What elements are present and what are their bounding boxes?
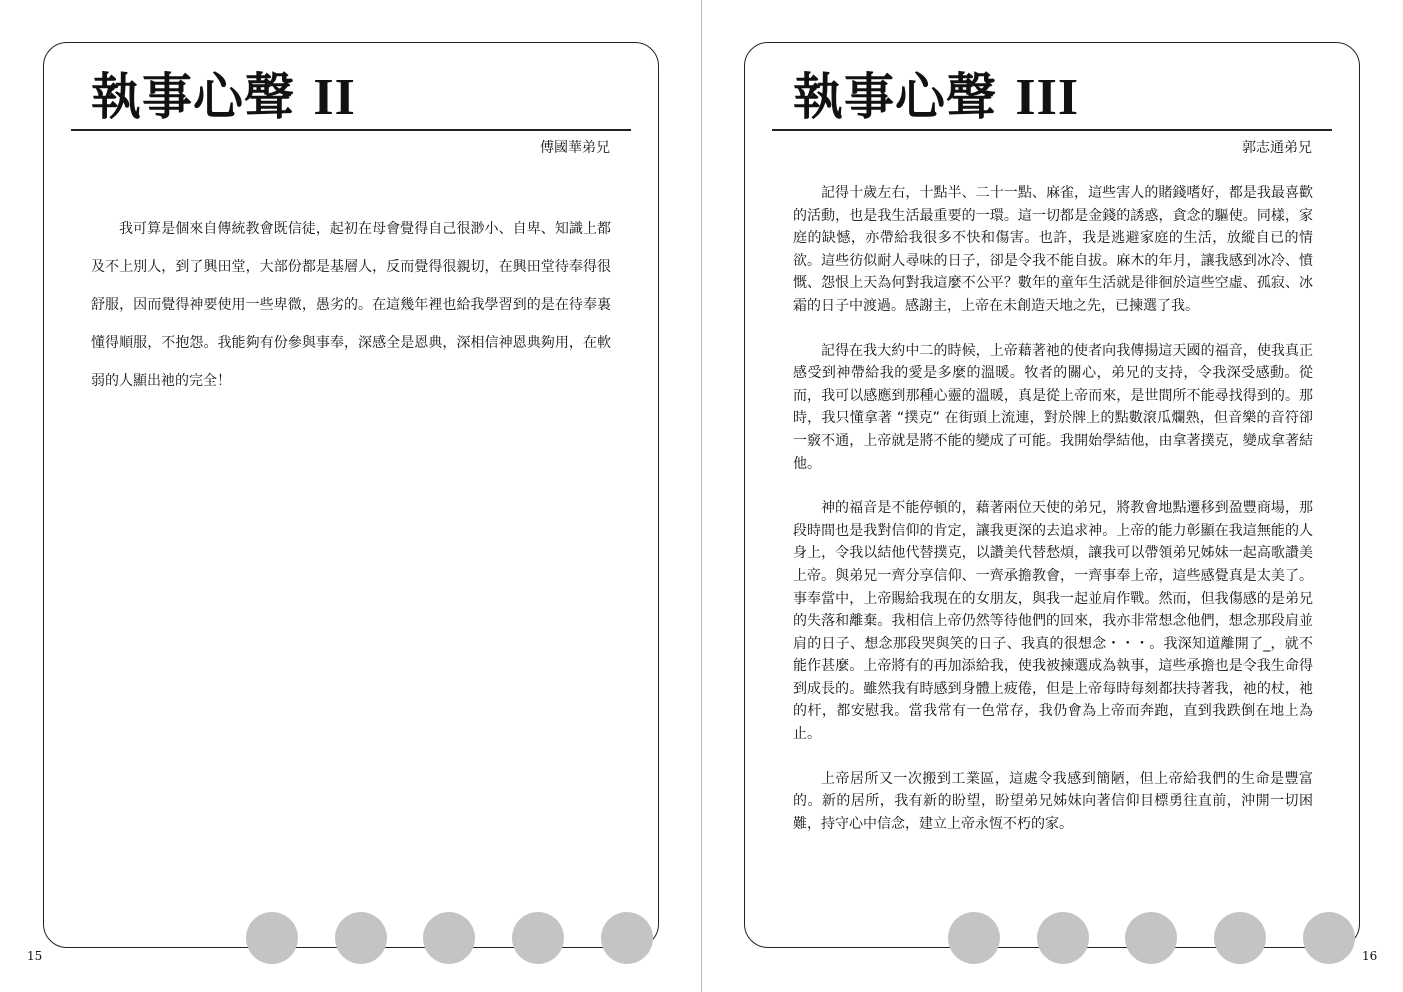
dot-4	[512, 912, 564, 964]
page-number: 15	[27, 949, 43, 963]
article-body	[793, 182, 1313, 857]
author-name: 郭志通弟兄	[1242, 140, 1312, 156]
page-frame	[43, 42, 659, 948]
decorative-dots	[948, 912, 1368, 965]
dot-4	[1214, 912, 1266, 964]
dot-2	[1037, 912, 1089, 964]
title-rule	[772, 129, 1332, 131]
paragraph: 我可算是個來自傳統教會既信徒，起初在母會覺得自己很渺小、自卑、知識上都及不上別人，到了興田堂，大部份都是基層人，反而覺得很親切，在興田堂待奉得很舒服，因而覺得神要使用一些卑微，愚劣的。在這幾年裡也給我學習到的是在待奉裏懂得順服，不抱怨。我能夠有份參與事奉，深感全是恩典，深相信神恩典夠用，在軟弱的人顯出祂的完全！	[91, 221, 611, 389]
decorative-dots	[246, 912, 666, 965]
dot-2	[335, 912, 387, 964]
page-title	[793, 66, 1079, 129]
article-body	[91, 210, 611, 400]
dot-1	[246, 912, 298, 964]
title-numeral: II	[313, 69, 356, 126]
right-page	[702, 0, 1403, 992]
paragraph-2: 記得在我大約中二的時候，上帝藉著祂的使者向我傳揚這天國的福音，使我真正感受到神帶給我的愛是多麼的溫暖。牧者的關心，弟兄的支持，令我深受感動。從而，我可以感應到那種心靈的溫暖，真是從上帝而來，是世間所不能尋找得到的。那時，我只懂拿著 “撲克” 在街頭上流連，對於牌上的點數滾瓜爛熟，但音樂的音符卻一竅不通，上帝就是將不能的變成了可能。我開始學結他，由拿著撲克，變成拿著結他。	[793, 342, 1313, 472]
page-title	[91, 66, 356, 129]
paragraph-3: 神的福音是不能停頓的，藉著兩位天使的弟兄，將教會地點遷移到盈豐商場，那段時間也是我對信仰的肯定，讓我更深的去追求神。上帝的能力彰顯在我這無能的人身上，令我以結他代替撲克，以讚美代替愁煩，讓我可以帶領弟兄姊妹一起高歌讚美上帝。與弟兄一齊分享信仰、一齊承擔教會，一齊事奉上帝，這些感覺真是太美了。事奉當中，上帝賜給我現在的女朋友，與我一起並肩作戰。然而，但我傷感的是弟兄的失落和離棄。我相信上帝仍然等待他們的回來，我亦非常想念他們，想念那段肩並肩的日子、想念那段哭與笑的日子、我真的很想念・・・。我深知道離開了_，就不能作甚麼。上帝將有的再加添給我，使我被揀選成為執事，這些承擔也是令我生命得到成長的。雖然我有時感到身體上疲倦，但是上帝每時每刻都扶持著我，祂的杖，祂的杆，都安慰我。當我常有一色常存，我仍會為上帝而奔跑，直到我跌倒在地上為止。	[793, 500, 1313, 743]
paragraph-4: 上帝居所又一次搬到工業區，這處令我感到簡陋，但上帝給我們的生命是豐富的。新的居所，我有新的盼望，盼望弟兄姊妹向著信仰目標勇往直前，沖開一切困難，持守心中信念，建立上帝永恆不朽的家。	[793, 770, 1313, 832]
title-text: 執事心聲	[793, 68, 997, 126]
dot-1	[948, 912, 1000, 964]
dot-5	[1303, 912, 1355, 964]
paragraph-1: 記得十歲左右，十點半、二十一點、麻雀，這些害人的賭錢嗜好，都是我最喜歡的活動，也是我生活最重要的一環。這一切都是金錢的誘惑，貪念的驅使。同樣，家庭的缺憾，亦帶給我很多不快和傷害。也許，我是逃避家庭的生活，放縱自已的情欲。這些彷似耐人尋味的日子，卻是令我不能自拔。麻木的年月，讓我感到冰冷、憤慨、怨恨上天為何對我這麼不公平？數年的童年生活就是徘徊於這些空虛、孤寂、冰霜的日子中渡過。感謝主，上帝在未創造天地之先，已揀選了我。	[793, 185, 1313, 314]
dot-5	[601, 912, 653, 964]
title-rule	[71, 129, 631, 131]
author-name: 傅國華弟兄	[540, 140, 610, 156]
dot-3	[423, 912, 475, 964]
title-numeral: III	[1015, 69, 1080, 126]
dot-3	[1125, 912, 1177, 964]
left-page	[0, 0, 701, 992]
page-number: 16	[1362, 949, 1378, 963]
title-text: 執事心聲	[91, 68, 295, 126]
